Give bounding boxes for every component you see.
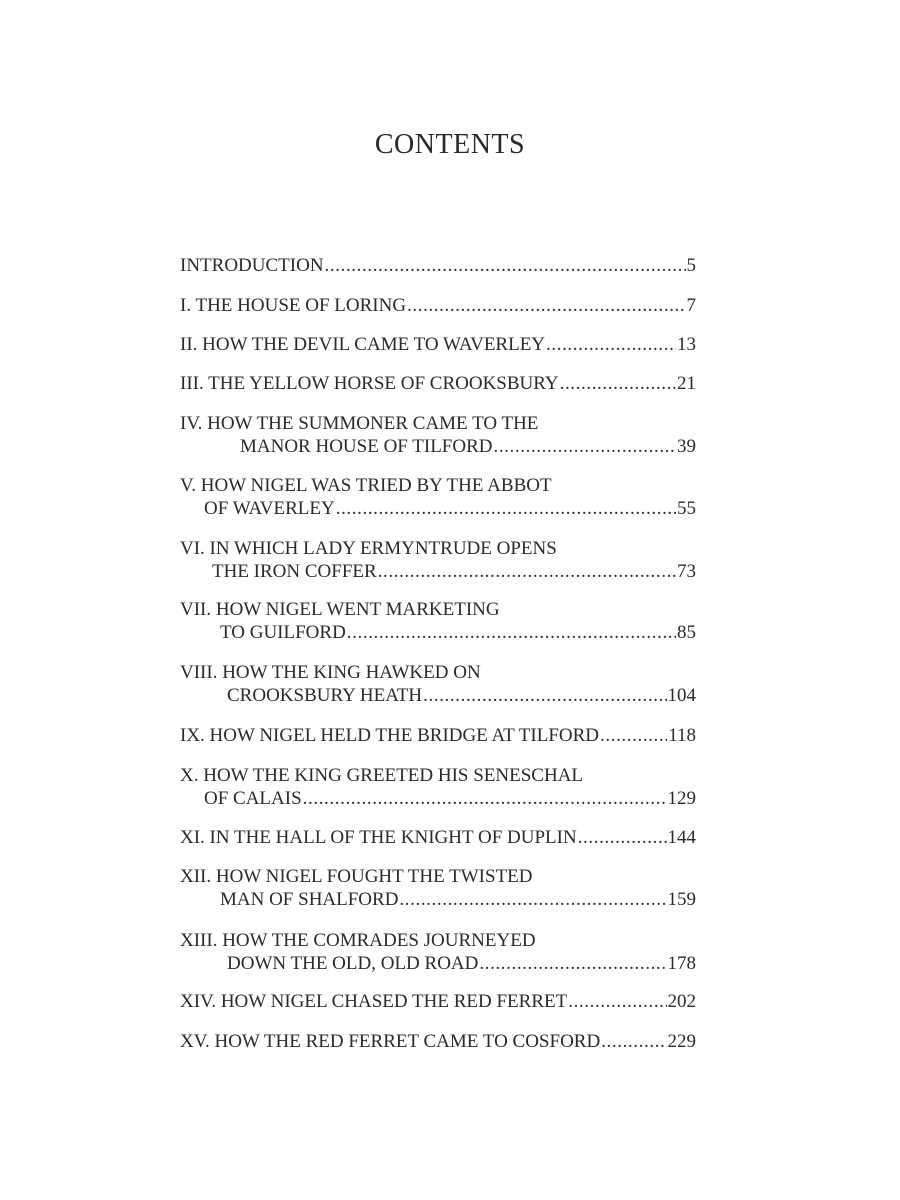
toc-entry-title: INTRODUCTION [180, 255, 324, 276]
dot-leader [479, 952, 666, 975]
toc-entry-page: 178 [667, 953, 696, 974]
toc-entry-title: XV. HOW THE RED FERRET CAME TO COSFORD [180, 1031, 601, 1052]
dot-leader [493, 435, 676, 458]
dot-leader [568, 990, 666, 1013]
toc-entry-title: IV. HOW THE SUMMONER CAME TO THE [180, 413, 539, 434]
dot-leader [600, 724, 667, 747]
dot-leader [546, 333, 676, 356]
toc-entry-title: XIII. HOW THE COMRADES JOURNEYED [180, 930, 536, 951]
toc-entry-title-continued: MANOR HOUSE OF TILFORD [240, 436, 493, 457]
toc-entry-title: III. THE YELLOW HORSE OF CROOKSBURY [180, 373, 559, 394]
toc-entry[interactable] [180, 1030, 696, 1053]
toc-entry-title: I. THE HOUSE OF LORING [180, 295, 407, 316]
toc-entry-title: IX. HOW NIGEL HELD THE BRIDGE AT TILFORD [180, 725, 600, 746]
toc-entry-title-continued: OF WAVERLEY [204, 498, 335, 519]
toc-entry-page: 55 [677, 498, 696, 519]
toc-entry-title-continued: TO GUILFORD [220, 622, 346, 643]
toc-entry-page: 21 [677, 373, 696, 394]
page-title: CONTENTS [374, 129, 526, 160]
toc-entry-title: XII. HOW NIGEL FOUGHT THE TWISTED [180, 866, 533, 887]
toc-entry[interactable] [180, 474, 696, 520]
toc-entry-title: XI. IN THE HALL OF THE KNIGHT OF DUPLIN [180, 827, 577, 848]
toc-entry[interactable] [180, 372, 696, 395]
dot-leader [336, 497, 676, 520]
dot-leader [578, 826, 667, 849]
toc-entry[interactable] [180, 412, 696, 458]
toc-entry-page: 85 [677, 622, 696, 643]
toc-entry-page: 159 [667, 889, 696, 910]
dot-leader [407, 294, 685, 317]
toc-entry-page: 104 [667, 685, 696, 706]
toc-entry[interactable] [180, 333, 696, 356]
toc-entry-title: X. HOW THE KING GREETED HIS SENESCHAL [180, 765, 584, 786]
toc-entry-title: V. HOW NIGEL WAS TRIED BY THE ABBOT [180, 475, 552, 496]
toc-entry[interactable] [180, 661, 696, 707]
toc-entry-page: 144 [667, 827, 696, 848]
dot-leader [423, 684, 666, 707]
toc-entry-page: 73 [677, 561, 696, 582]
toc-entry-page: 5 [686, 255, 696, 276]
toc-entry-title-continued: DOWN THE OLD, OLD ROAD [227, 953, 479, 974]
toc-entry-title: VIII. HOW THE KING HAWKED ON [180, 662, 481, 683]
toc-entry[interactable] [180, 865, 696, 911]
toc-entry-page: 202 [667, 991, 696, 1012]
toc-entry[interactable] [180, 929, 696, 975]
toc-entry-title: XIV. HOW NIGEL CHASED THE RED FERRET [180, 991, 568, 1012]
toc-entry[interactable] [180, 724, 696, 747]
toc-entry-title-continued: MAN OF SHALFORD [220, 889, 399, 910]
toc-entry-title-continued: CROOKSBURY HEATH [227, 685, 423, 706]
toc-entry-page: 129 [667, 788, 696, 809]
toc-entry-page: 13 [677, 334, 696, 355]
toc-entry-page: 7 [686, 295, 696, 316]
toc-entry-title-continued: THE IRON COFFER [212, 561, 377, 582]
dot-leader [378, 560, 676, 583]
toc-entry-title-continued: OF CALAIS [204, 788, 302, 809]
toc-entry[interactable] [180, 990, 696, 1013]
toc-entry[interactable] [180, 254, 696, 277]
toc-entry[interactable] [180, 598, 696, 644]
dot-leader [601, 1030, 666, 1053]
toc-entry[interactable] [180, 294, 696, 317]
dot-leader [347, 621, 676, 644]
dot-leader [560, 372, 676, 395]
toc-entry[interactable] [180, 764, 696, 810]
dot-leader [303, 787, 667, 810]
toc-entry-page: 118 [668, 725, 696, 746]
toc-entry[interactable] [180, 826, 696, 849]
dot-leader [399, 888, 666, 911]
toc-entry-page: 39 [677, 436, 696, 457]
toc-entry[interactable] [180, 537, 696, 583]
toc-entry-page: 229 [667, 1031, 696, 1052]
dot-leader [325, 254, 686, 277]
toc-entry-title: II. HOW THE DEVIL CAME TO WAVERLEY [180, 334, 546, 355]
toc-entry-title: VI. IN WHICH LADY ERMYNTRUDE OPENS [180, 538, 557, 559]
toc-entry-title: VII. HOW NIGEL WENT MARKETING [180, 599, 500, 620]
